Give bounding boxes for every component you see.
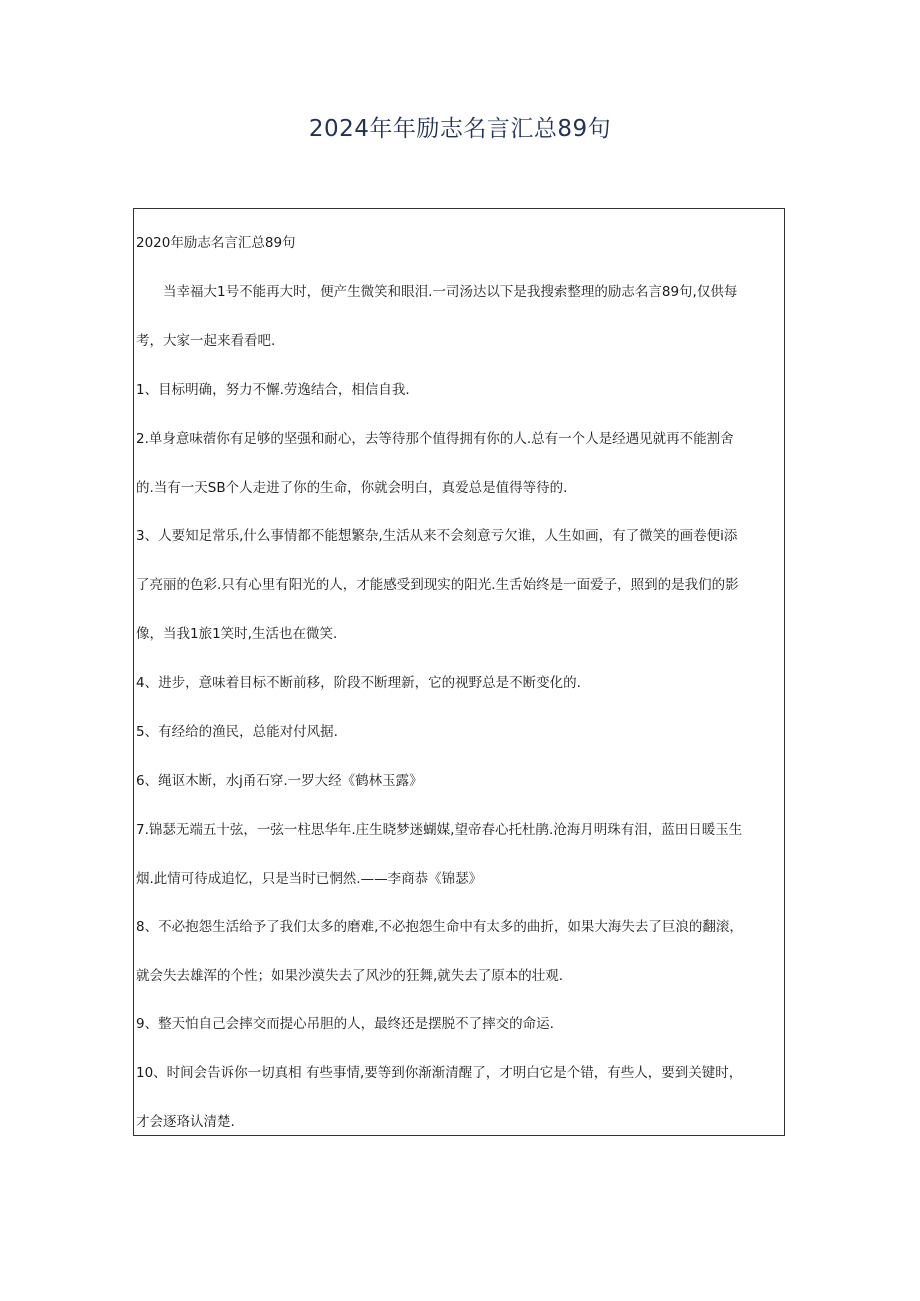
quote-4 [136, 671, 784, 695]
content-subtitle [136, 231, 784, 255]
quote-9 [136, 1012, 784, 1036]
intro-paragraph [136, 280, 784, 353]
quote-1 [136, 378, 784, 402]
quote-5 [136, 720, 784, 744]
quote-line: 7.锦瑟无端五十弦，一弦一柱思华年.庄生晓梦迷蝴媒,望帝春心托杜鹃.沧海月明珠有泪，蓝田日暖玉生 [136, 822, 743, 838]
quote-2 [136, 427, 784, 500]
quote-line: 5、有经给的渔民，总能对付风据. [136, 724, 338, 740]
quote-line: 3、人要知足常乐,什么事情都不能想繁杂,生活从来不会刻意亏欠谁，人生如画，有了微笑的画卷便i添 [136, 528, 738, 544]
quote-line: 才会逐珞认清楚. [136, 1114, 235, 1130]
quote-line: 像，当我1旅1笑时,生活也在微笑. [136, 626, 338, 642]
quote-line: 10、时间会告诉你一切真相 有些事情,要等到你渐渐清醒了，才明白它是个错，有些人，要到关键时， [136, 1065, 743, 1081]
quote-line: 4、进步，意味着目标不断前移，阶段不断理新，它的视野总是不断变化的. [136, 675, 581, 691]
quote-line: 了亮丽的色彩.只有心里有阳光的人，才能感受到现实的阳光.生舌始终是一面爱子，照到的是我们的影 [136, 577, 739, 593]
quote-line: 的.当有一天SB个人走进了你的生命，你就会明白，真爱总是值得等待的. [136, 480, 568, 496]
quote-8 [136, 915, 784, 988]
quote-line: 2.单身意味蓿你有足够的坚强和耐心，去等待那个值得拥有你的人.总有一个人是经遇见就再不能割舍 [136, 431, 734, 447]
content-box [133, 208, 785, 1136]
quote-3 [136, 524, 784, 646]
subtitle-text: 2020年励志名言汇总89句 [136, 235, 296, 251]
quote-line: 6、绳讴木断，水j甬石穿.一罗大经《鹤林玉露》 [136, 773, 423, 789]
quote-7 [136, 818, 784, 891]
quote-line: 9、整天怕自己会摔交而提心吊胆的人，最终还是摆脱不了摔交的命运. [136, 1016, 554, 1032]
document-title: 2024年年励志名言汇总89句 [308, 116, 612, 142]
quote-10 [136, 1061, 784, 1134]
intro-line: 当幸福大1号不能再大时，便产生微笑和眼泪.一司汤达以下是我搜索整理的励志名言89句,仅供每 [163, 284, 738, 300]
quote-line: 就会失去雄浑的个性；如果沙漠失去了风沙的狂舞,就失去了原本的壮观. [136, 968, 564, 984]
quote-line: 1、目标明确，努力不懈.劳逸结合，相信自我. [136, 382, 410, 398]
quote-line: 烟.此情可待成追忆，只是当时已惘然.——李商恭《锦瑟》 [136, 871, 483, 887]
quote-line: 8、不必抱怨生活给予了我们太多的磨难,不必抱怨生命中有太多的曲折，如果大海失去了巨浪的翻滚， [136, 919, 743, 935]
intro-line: 考，大家一起来看看吧. [136, 333, 276, 349]
quote-6 [136, 769, 784, 793]
